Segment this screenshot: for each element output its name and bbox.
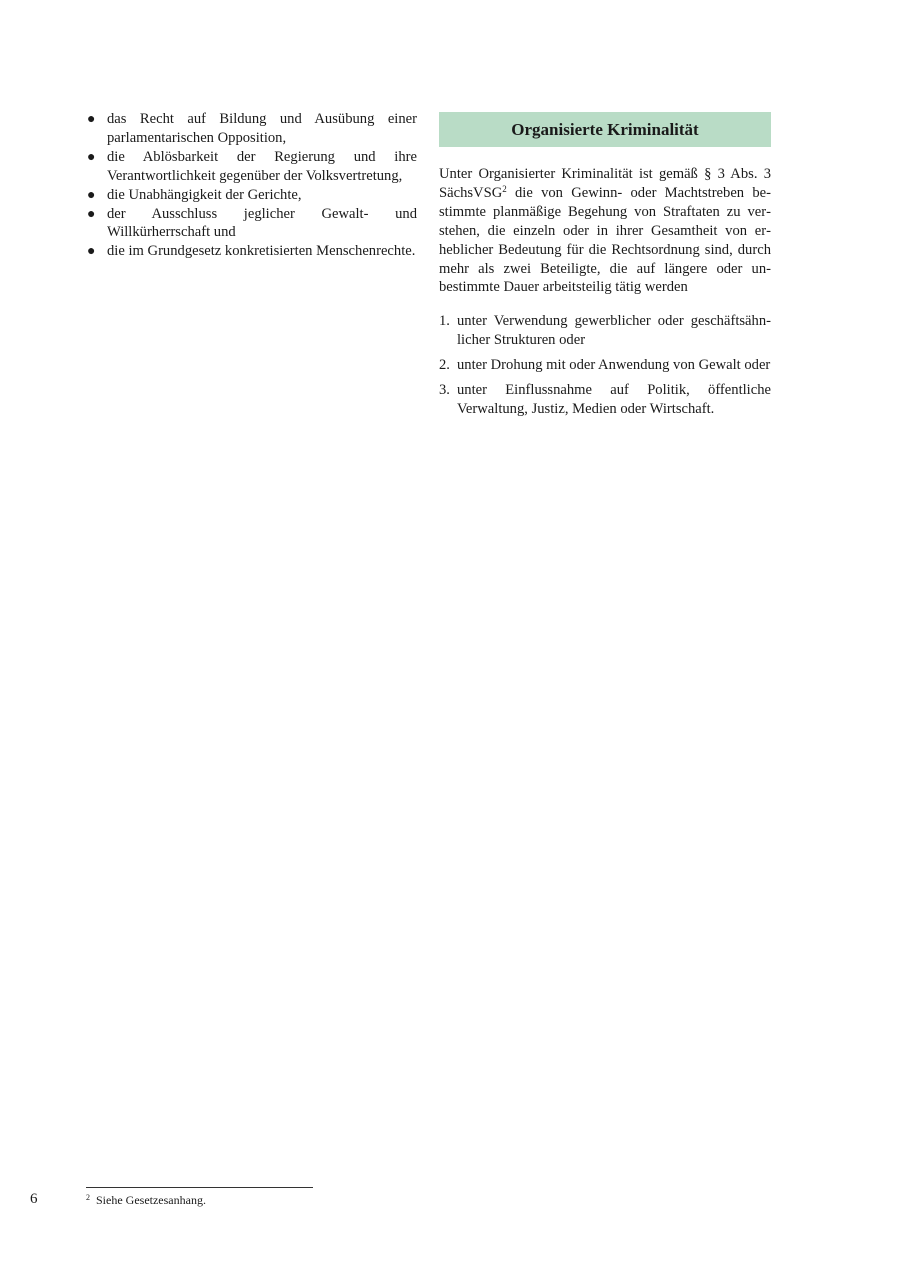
- page-number: 6: [30, 1191, 38, 1207]
- footnote-divider: [86, 1187, 313, 1188]
- list-item-text: das Recht auf Bildung und Ausübung einer parlamentarischen Opposition,: [107, 111, 417, 146]
- item-text: unter Verwendung gewerblicher oder geschäftsähnlicher Strukturen oder: [457, 312, 771, 348]
- definition-text-start: Unter Organisierter Kriminalität ist gemäß § 3 Abs. 3 SächsVSG: [439, 166, 771, 201]
- bullet-icon: ●: [87, 187, 96, 203]
- definition-text-end: die von Gewinn- oder Machtstreben bestimmte planmäßige Begehung von Straftaten zu verstehen, die einzeln oder in ihrer Gesamtheit von erheblicher Bedeutung für die Rechtsordnung sind, durch mehr als zwei Beteiligte, die auf längere oder unbestimmte Dauer arbeitsteilig tätig werden: [439, 184, 771, 296]
- list-item: [86, 205, 417, 243]
- list-item-text: die Ablösbarkeit der Regierung und ihre Verantwortlichkeit gegenüber der Volksvertretung,: [107, 148, 417, 184]
- item-number: 3.: [439, 381, 450, 398]
- footnote-text: Siehe Gesetzesanhang.: [96, 1193, 206, 1207]
- item-number: 1.: [439, 312, 450, 329]
- bullet-icon: ●: [87, 244, 96, 260]
- numbered-list: [439, 312, 771, 419]
- box-heading: Organisierte Kriminalität: [439, 112, 771, 147]
- footnote: [86, 1193, 206, 1208]
- list-item: [86, 148, 417, 186]
- list-item: [86, 242, 417, 261]
- item-text: unter Einflussnahme auf Politik, öffentliche Verwaltung, Justiz, Medien oder Wirtschaft.: [457, 381, 771, 417]
- bullet-icon: ●: [87, 149, 96, 165]
- list-item: [86, 110, 417, 148]
- bullet-icon: ●: [87, 112, 96, 127]
- numbered-item: [439, 381, 771, 419]
- list-item-text: die im Grundgesetz konkretisierten Menschenrechte.: [107, 243, 416, 260]
- list-item-text: der Ausschluss jeglicher Gewalt- und Willkürherrschaft und: [107, 205, 417, 241]
- bullet-icon: ●: [87, 206, 96, 222]
- left-column: [86, 110, 417, 261]
- footnote-reference[interactable]: 2: [502, 183, 507, 194]
- principles-list: [86, 110, 417, 261]
- list-item-text: die Unabhängigkeit der Gerichte,: [107, 186, 302, 203]
- numbered-item: [439, 312, 771, 350]
- footnote-mark: 2: [86, 1193, 90, 1202]
- numbered-item: [439, 356, 771, 375]
- info-box: [439, 112, 771, 424]
- item-text: unter Drohung mit oder Anwendung von Gewalt oder: [457, 356, 771, 373]
- item-number: 2.: [439, 356, 450, 373]
- definition-paragraph: [439, 165, 771, 297]
- list-item: [86, 186, 417, 205]
